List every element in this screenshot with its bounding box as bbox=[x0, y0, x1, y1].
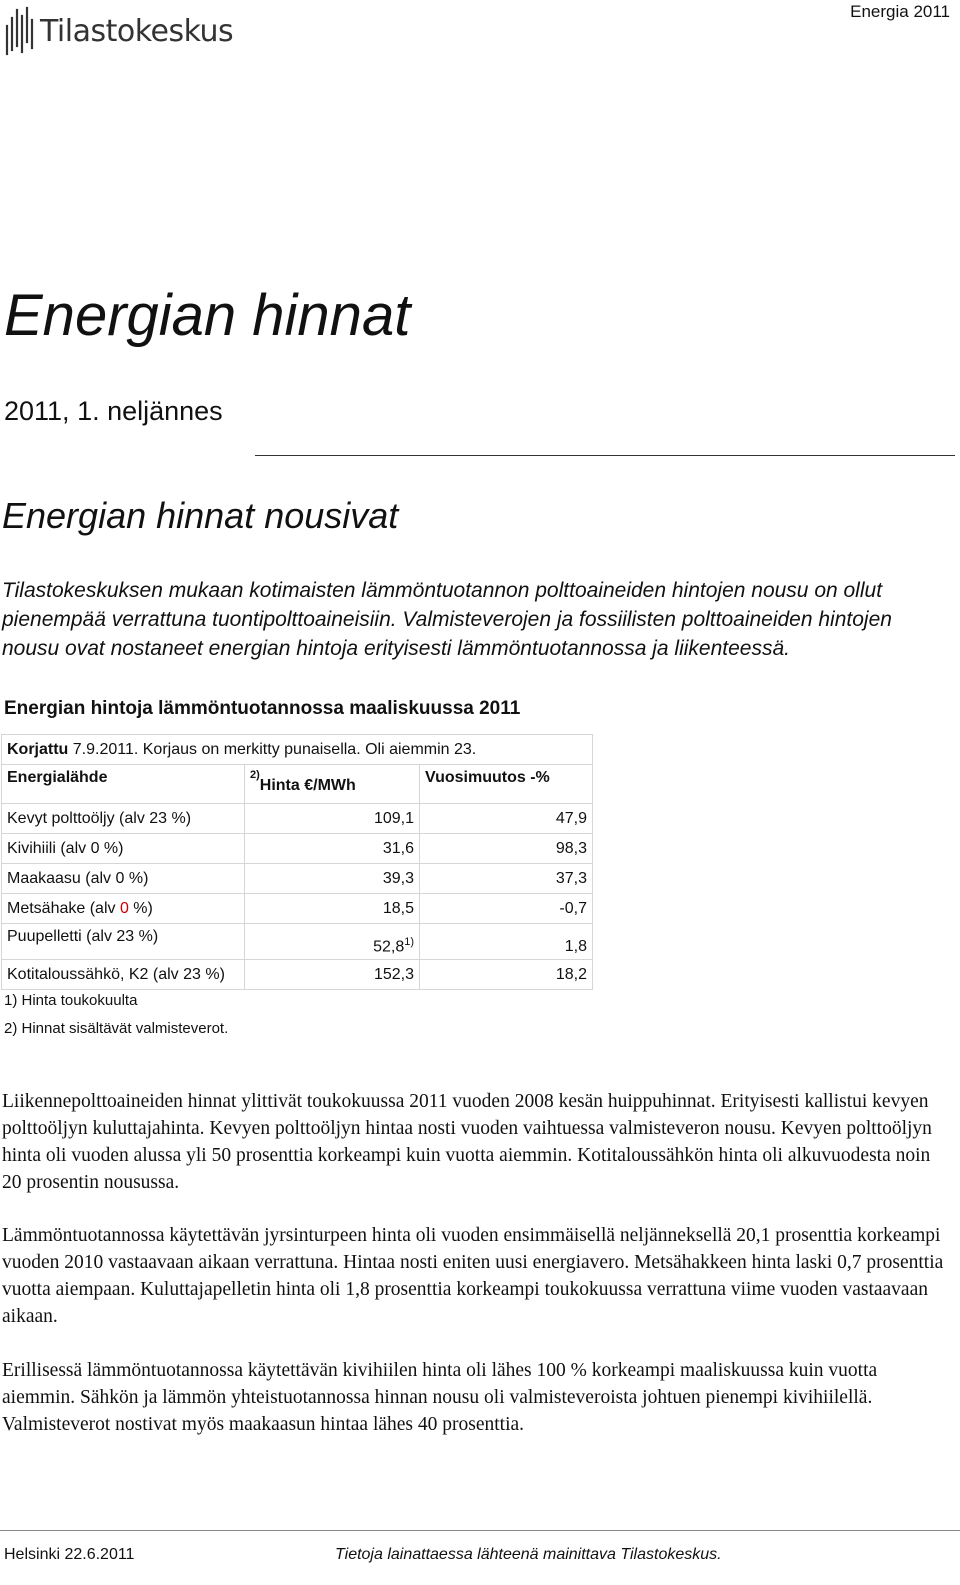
row-price: 39,3 bbox=[245, 864, 420, 894]
body-paragraph-2: Lämmöntuotannossa käytettävän jyrsinturpeen hinta oli vuoden ensimmäisellä neljänneksellä 20,1 prosenttia korkeampi vuoden 2010 vastaavaan aikaan verrattuna. Hintaa nosti eniten uusi energiavero. Metsähakkeen hinta laski 0,7 prosenttia vuotta aiempaan. Kuluttajapelletin hinta oli 1,8 prosenttia korkeampi toukokuussa verrattuna viime vuoden vastaavaan aikaan. bbox=[2, 1225, 944, 1327]
tilastokeskus-logo bbox=[4, 6, 244, 56]
brand-name: Tilastokeskus bbox=[40, 13, 234, 49]
table-row bbox=[2, 894, 593, 924]
footer-citation: Tietoja lainattaessa lähteenä mainittava Tilastokeskus. bbox=[335, 1546, 722, 1563]
header-price-footnote: 2) bbox=[250, 769, 260, 781]
row-source: Kevyt polttoöljy (alv 23 %) bbox=[2, 804, 245, 834]
row-price-value: 52,8 bbox=[373, 938, 405, 955]
row-change: 37,3 bbox=[420, 864, 593, 894]
row-change: 1,8 bbox=[420, 924, 593, 960]
footnote-2: 2) Hinnat sisältävät valmisteverot. bbox=[4, 1020, 229, 1037]
footer-divider bbox=[0, 1530, 960, 1531]
page-title: Energian hinnat bbox=[4, 283, 411, 348]
footnote-1: 1) Hinta toukokuulta bbox=[4, 992, 138, 1009]
row-source bbox=[2, 894, 245, 924]
row-price bbox=[245, 924, 420, 960]
lead-paragraph: Tilastokeskuksen mukaan kotimaisten lämmöntuotannon polttoaineiden hintojen nousu on ollut pienempää verrattuna tuontipolttoaineisiin. Valmisteverojen ja fossiilisten polttoaineiden hintojen nousu ovat nostaneet energian hintoja erityisesti lämmöntuotannossa ja liikenteessä. bbox=[2, 579, 892, 660]
header-change: Vuosimuutos -% bbox=[420, 765, 593, 804]
table-row bbox=[2, 960, 593, 990]
body-paragraph-3: Erillisessä lämmöntuotannossa käytettävän kivihiilen hinta oli lähes 100 % korkeampi maaliskuussa kuin vuotta aiemmin. Sähkön ja lämmön yhteistuotannossa hinnan nousu oli valmisteveroista johtuen pienempi kivihiilellä. Valmisteverot nostivat myös maakaasun hintaa lähes 40 prosenttia. bbox=[2, 1360, 878, 1435]
period-subtitle: 2011, 1. neljännes bbox=[4, 396, 223, 426]
publication-label: Energia 2011 bbox=[850, 2, 950, 21]
table-row bbox=[2, 864, 593, 894]
table-title: Energian hintoja lämmöntuotannossa maaliskuussa 2011 bbox=[4, 698, 521, 719]
logo-mark-icon bbox=[4, 6, 34, 56]
body-paragraph-1: Liikennepolttoaineiden hinnat ylittivät toukokuussa 2011 vuoden 2008 kesän huippuhinnat. Erityisesti kallistui kevyen polttoöljyn kuluttajahinta. Kevyen polttoöljyn hintaa nosti vuoden vaihtuessa valmisteveron nousu. Kevyen polttoöljyn hinta oli vuoden alussa yli 50 prosenttia korkeampi kuin vuotta aiemmin. Kotitaloussähkön hinta oli alkuvuodesta noin 20 prosentin nousussa. bbox=[2, 1091, 932, 1193]
header-source: Energialähde bbox=[2, 765, 245, 804]
correction-note bbox=[2, 735, 593, 765]
energy-price-table bbox=[1, 734, 593, 990]
row-change: 47,9 bbox=[420, 804, 593, 834]
row-source-text: Metsähake (alv bbox=[7, 899, 120, 917]
row-change: -0,7 bbox=[420, 894, 593, 924]
row-price: 152,3 bbox=[245, 960, 420, 990]
row-source: Maakaasu (alv 0 %) bbox=[2, 864, 245, 894]
table-row bbox=[2, 804, 593, 834]
table-header-row bbox=[2, 765, 593, 804]
row-source: Kotitaloussähkö, K2 (alv 23 %) bbox=[2, 960, 245, 990]
row-source-text: %) bbox=[128, 899, 153, 917]
row-source: Puupelletti (alv 23 %) bbox=[2, 924, 245, 960]
table-row bbox=[2, 924, 593, 960]
correction-row bbox=[2, 735, 593, 765]
row-price: 18,5 bbox=[245, 894, 420, 924]
row-price-footnote: 1) bbox=[404, 935, 414, 948]
header-price bbox=[245, 765, 420, 804]
row-price: 31,6 bbox=[245, 834, 420, 864]
row-price: 109,1 bbox=[245, 804, 420, 834]
row-source: Kivihiili (alv 0 %) bbox=[2, 834, 245, 864]
divider-line bbox=[255, 455, 955, 456]
headline: Energian hinnat nousivat bbox=[2, 495, 399, 536]
corrected-value: 0 bbox=[119, 899, 129, 917]
table-row bbox=[2, 834, 593, 864]
row-change: 98,3 bbox=[420, 834, 593, 864]
correction-label: Korjattu bbox=[7, 740, 69, 758]
row-change: 18,2 bbox=[420, 960, 593, 990]
footer-place-date: Helsinki 22.6.2011 bbox=[4, 1546, 135, 1563]
header-price-label: Hinta €/MWh bbox=[259, 777, 356, 795]
correction-text: 7.9.2011. Korjaus on merkitty punaisella. Oli aiemmin 23. bbox=[68, 740, 477, 758]
